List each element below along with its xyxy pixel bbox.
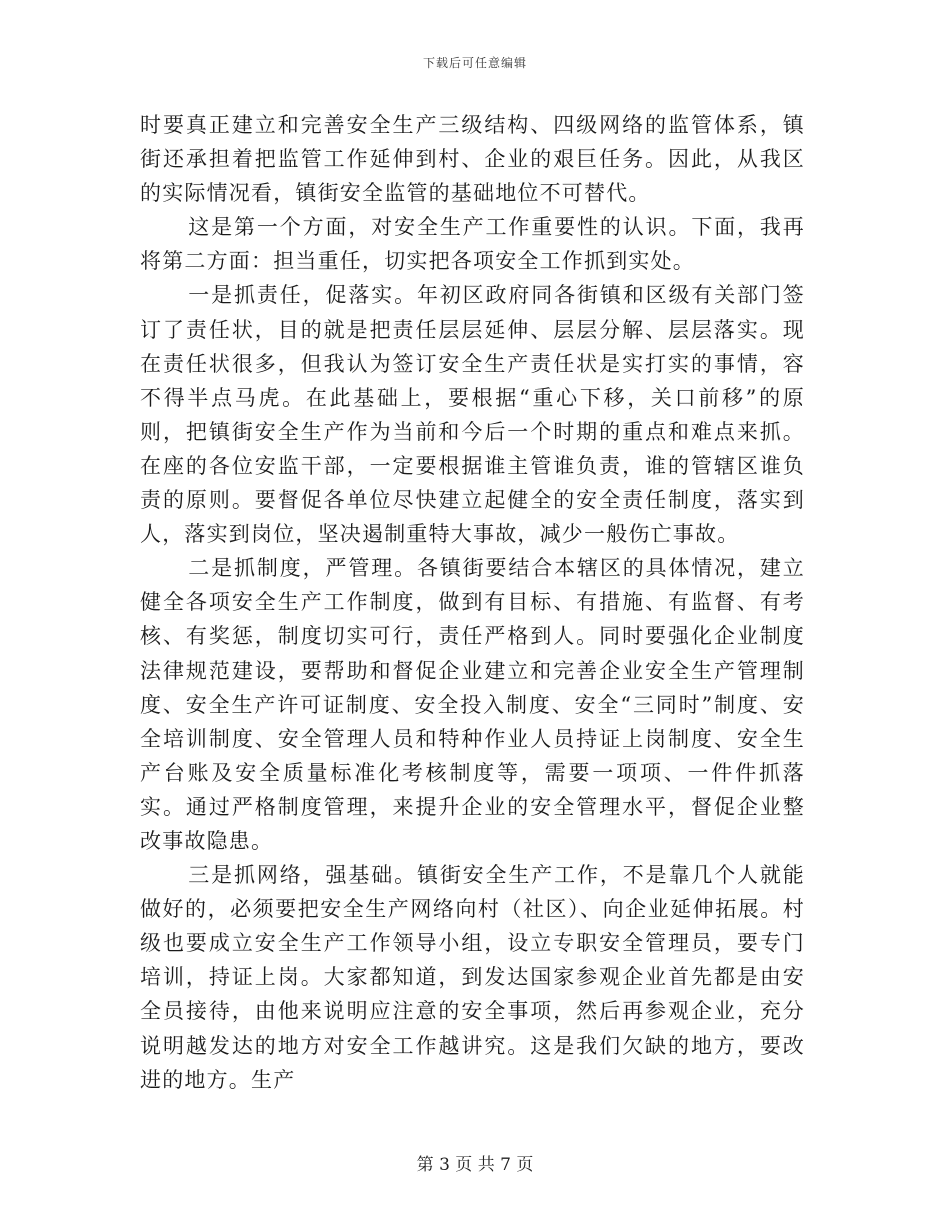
document-body	[140, 108, 805, 1097]
paragraph-2: 这是第一个方面，对安全生产工作重要性的认识。下面，我再将第二方面：担当重任，切实把各项安全工作抓到实处。	[140, 215, 805, 274]
paragraph-5: 三是抓网络，强基础。镇街安全生产工作，不是靠几个人就能做好的，必须要把安全生产网络向村（社区）、向企业延伸拓展。村级也要成立安全生产工作领导小组，设立专职安全管理员，要专门培训，持证上岗。大家都知道，到发达国家参观企业首先都是由安全员接待，由他来说明应注意的安全事项，然后再参观企业，充分说明越发达的地方对安全工作越讲究。这是我们欠缺的地方，要改进的地方。生产	[140, 863, 805, 1092]
paragraph-4: 二是抓制度，严管理。各镇街要结合本辖区的具体情况，建立健全各项安全生产工作制度，做到有目标、有措施、有监督、有考核、有奖惩，制度切实可行，责任严格到人。同时要强化企业制度法律规范建设，要帮助和督促企业建立和完善企业安全生产管理制度、安全生产许可证制度、安全投入制度、安全“三同时”制度、安全培训制度、安全管理人员和特种作业人员持证上岗制度、安全生产台账及安全质量标准化考核制度等，需要一项项、一件件抓落实。通过严格制度管理，来提升企业的安全管理水平，督促企业整改事故隐患。	[140, 556, 805, 853]
page-footer: 第 3 页 共 7 页	[416, 1155, 534, 1175]
paragraph-1: 时要真正建立和完善安全生产三级结构、四级网络的监管体系，镇街还承担着把监管工作延伸到村、企业的艰巨任务。因此，从我区的实际情况看，镇街安全监管的基础地位不可替代。	[140, 113, 805, 206]
page-header: 下载后可任意编辑	[422, 56, 527, 70]
paragraph-3: 一是抓责任，促落实。年初区政府同各街镇和区级有关部门签订了责任状，目的就是把责任层层延伸、层层分解、层层落实。现在责任状很多，但我认为签订安全生产责任状是实打实的事情，容不得半点马虎。在此基础上，要根据“重心下移，关口前移”的原则，把镇街安全生产作为当前和今后一个时期的重点和难点来抓。在座的各位安监干部，一定要根据谁主管谁负责，谁的管辖区谁负责的原则。要督促各单位尽快建立起健全的安全责任制度，落实到人，落实到岗位，坚决遏制重特大事故，减少一般伤亡事故。	[140, 283, 805, 547]
